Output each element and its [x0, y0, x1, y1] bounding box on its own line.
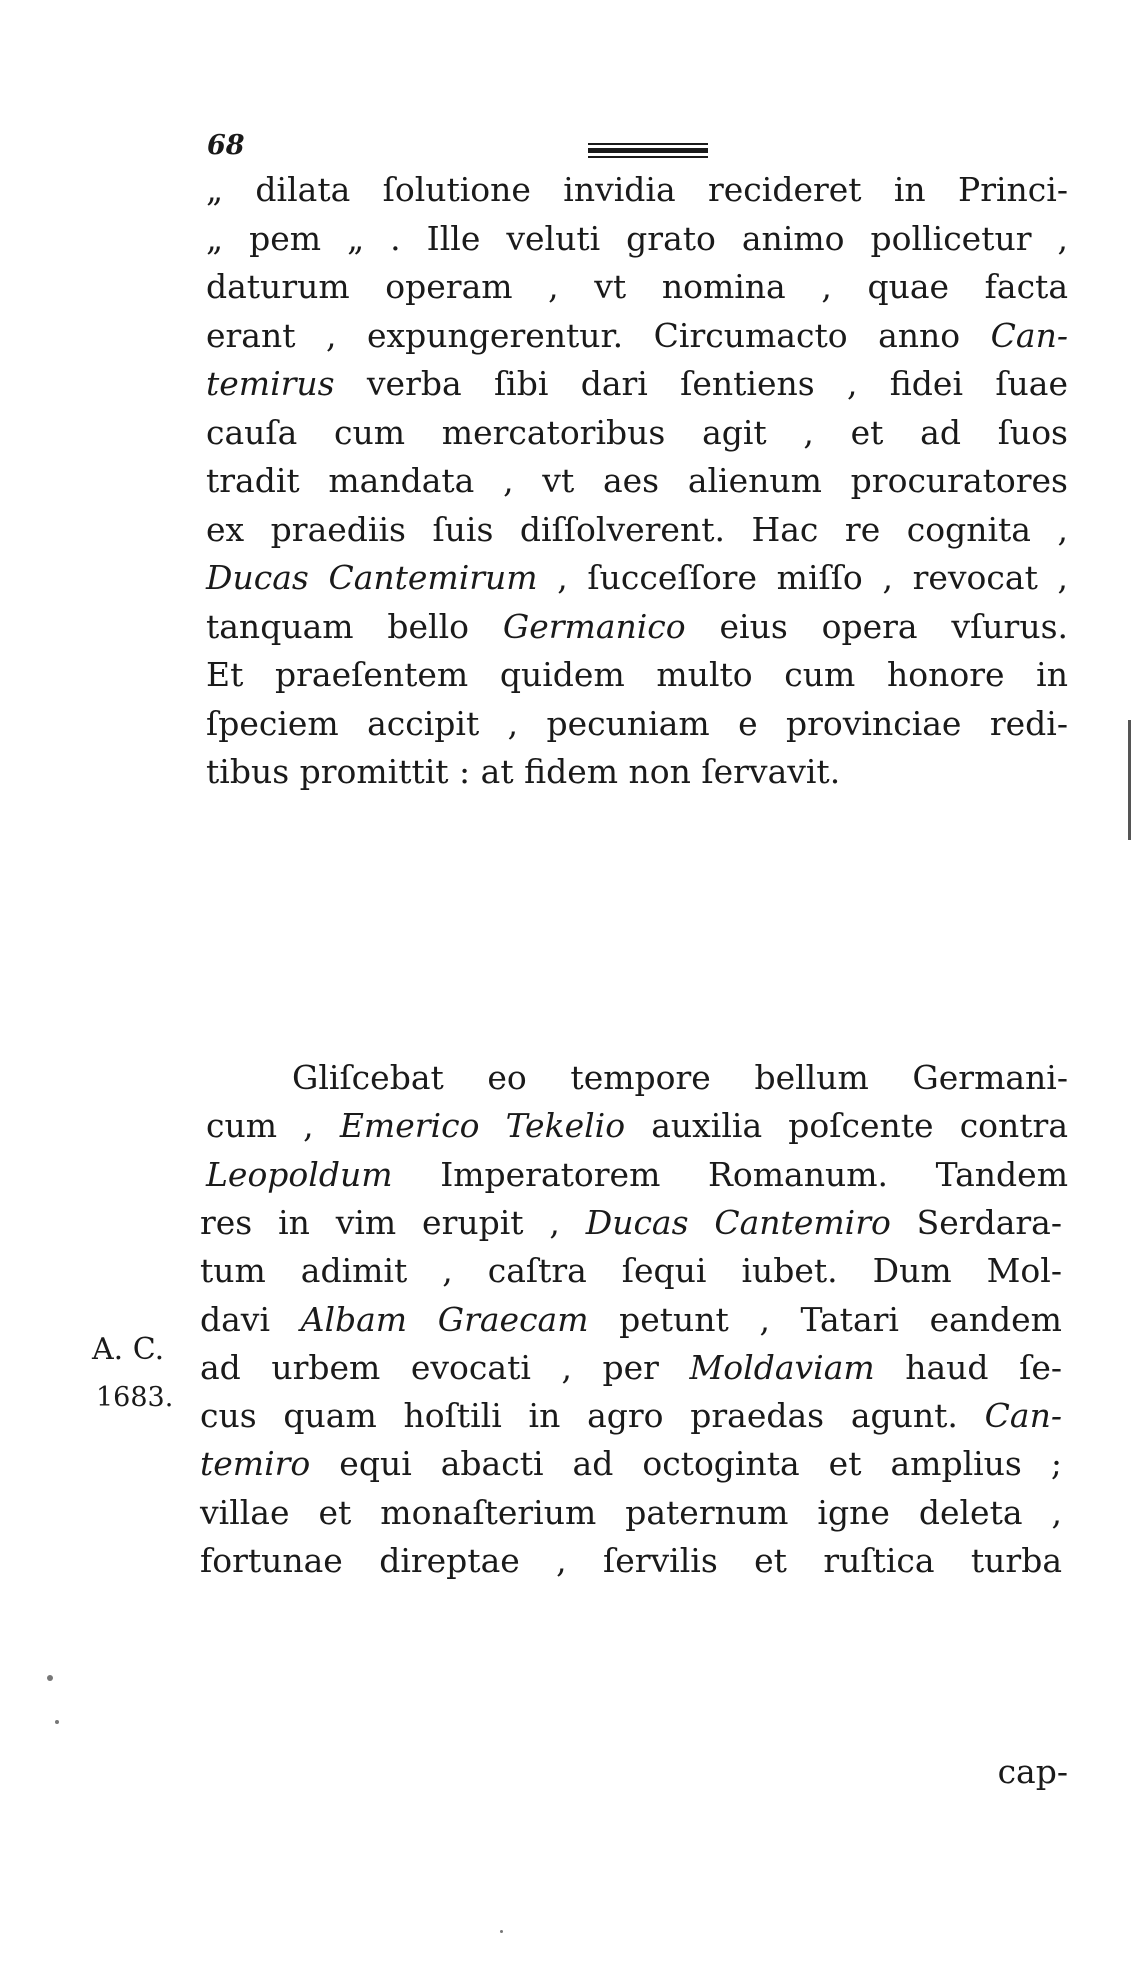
text-line	[206, 170, 1068, 210]
text-line	[206, 752, 1068, 792]
text-segment: verba ſibi dari ſentiens , fidei ſuae	[334, 364, 1068, 403]
text-segment: tradit mandata , vt aes alienum procuratores	[206, 461, 1068, 500]
header-rule	[588, 143, 708, 157]
text-line	[200, 1251, 1062, 1291]
text-segment: haud ſe-	[874, 1347, 1063, 1387]
italic-text: Can-	[990, 315, 1068, 355]
italic-text: temiro	[200, 1444, 311, 1484]
text-segment: equi abacti ad octoginta et amplius ;	[310, 1444, 1062, 1484]
text-line	[206, 558, 1068, 598]
text-line	[200, 1396, 1062, 1436]
text-segment: erant , expungerentur. Circumacto anno	[206, 315, 991, 355]
text-segment: auxilia poſcente contra	[625, 1106, 1069, 1146]
speck	[47, 1675, 53, 1681]
text-segment: petunt , Tatari eandem	[588, 1299, 1062, 1339]
text-line	[200, 1541, 1062, 1581]
text-segment: daturum operam , vt nomina , quae facta	[206, 267, 1068, 306]
page-edge-mark	[1128, 720, 1131, 840]
text-segment: ad urbem evocati , per	[200, 1347, 690, 1387]
text-segment: ex praediis ſuis diſſolverent. Hac re cognita ,	[206, 509, 1068, 549]
italic-text: Moldaviam	[689, 1347, 875, 1387]
text-segment: „ pem „ . Ille veluti grato animo pollicetur ,	[206, 218, 1068, 258]
italic-text: Emerico Tekelio	[339, 1106, 626, 1146]
text-line	[206, 1155, 1068, 1195]
italic-text: Ducas Cantemirum	[206, 558, 538, 597]
text-segment: tibus promittit : at fidem non ſervavit.	[206, 752, 841, 791]
text-line	[200, 1493, 1062, 1533]
speck	[55, 1720, 59, 1724]
text-line	[206, 607, 1068, 647]
text-line	[206, 510, 1068, 550]
text-segment: Imperatorem Romanum. Tandem	[392, 1154, 1068, 1194]
text-line	[200, 1348, 1062, 1388]
text-line	[200, 1444, 1062, 1484]
speck	[500, 1930, 503, 1933]
italic-text: Ducas Cantemiro	[585, 1202, 891, 1242]
text-segment: cauſa cum mercatoribus agit , et ad ſuos	[206, 412, 1068, 452]
text-segment: res in vim erupit ,	[200, 1202, 586, 1242]
text-segment: Serdara-	[890, 1202, 1062, 1242]
text-segment: ſpeciem accipit , pecuniam e provinciae redi-	[206, 703, 1068, 743]
italic-text: Can-	[984, 1396, 1062, 1436]
text-line	[206, 364, 1068, 404]
text-line	[206, 461, 1068, 501]
text-segment: tanquam bello	[206, 606, 503, 646]
text-segment: , ſucceſſore miſſo , revocat ,	[537, 558, 1068, 597]
text-segment: Et praeſentem quidem multo cum honore in	[206, 655, 1068, 694]
italic-text: Albam Graecam	[300, 1299, 589, 1339]
text-line	[206, 655, 1068, 695]
text-line	[206, 704, 1068, 744]
margin-note-year-label: A. C.	[92, 1332, 165, 1367]
italic-text: Germanico	[502, 606, 686, 646]
text-line	[200, 1300, 1062, 1340]
text-line	[206, 267, 1068, 307]
text-segment: cus quam hoſtili in agro praedas agunt.	[200, 1396, 985, 1436]
text-line	[206, 413, 1068, 453]
text-segment: Gliſcebat eo tempore bellum Germani-	[292, 1058, 1068, 1097]
text-line	[200, 1203, 1062, 1243]
italic-text: temirus	[206, 364, 335, 403]
text-segment: davi	[200, 1299, 301, 1339]
catchword: cap-	[997, 1752, 1068, 1791]
text-segment: tum adimit , caſtra ſequi iubet. Dum Mol-	[200, 1251, 1062, 1291]
text-segment: eius opera vſurus.	[685, 606, 1068, 646]
text-segment: „ dilata ſolutione invidia recideret in Princi-	[206, 170, 1068, 209]
text-segment: cum ,	[206, 1106, 340, 1146]
text-line	[206, 316, 1068, 356]
text-segment: fortunae direptae , ſervilis et ruſtica turba	[200, 1541, 1062, 1580]
italic-text: Leopoldum	[206, 1154, 393, 1194]
text-line	[206, 1106, 1068, 1146]
text-line	[206, 1058, 1068, 1098]
page-number: 68	[207, 130, 245, 161]
margin-note-year: 1683.	[96, 1382, 174, 1413]
text-line	[206, 219, 1068, 259]
text-segment: villae et monaſterium paternum igne deleta ,	[200, 1492, 1062, 1532]
